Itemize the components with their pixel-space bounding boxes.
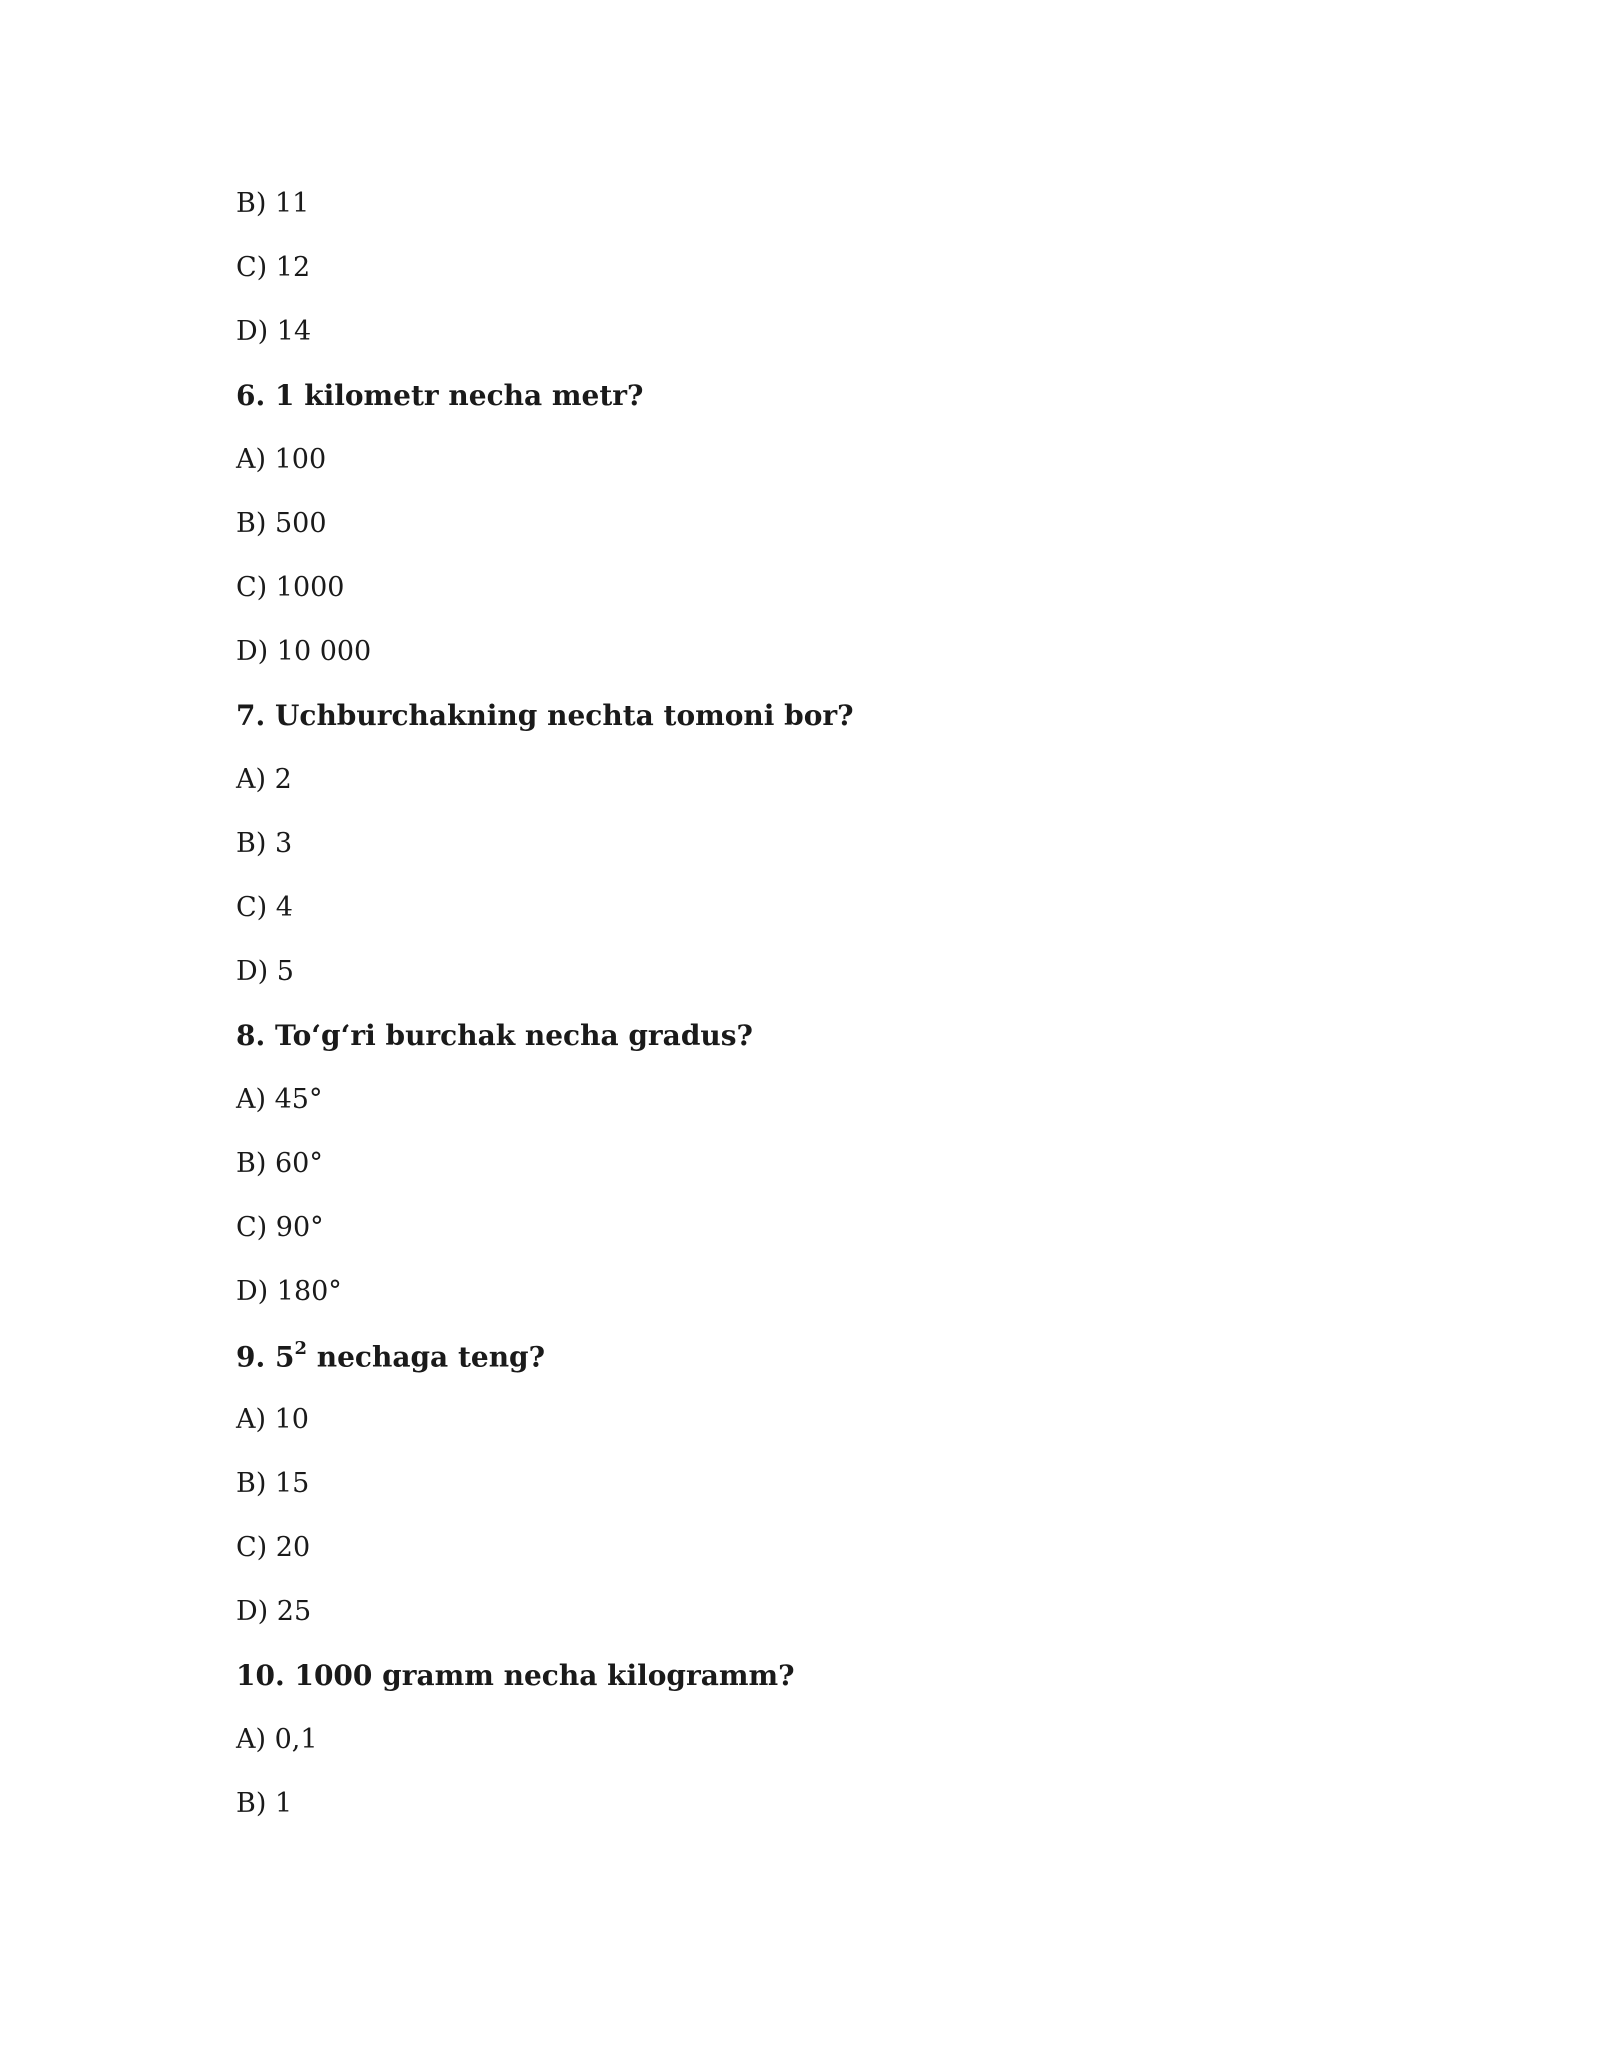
answer-option: C) 4 [236,892,293,923]
answer-option: C) 12 [236,252,311,283]
question-6: 6. 1 kilometr necha metr? [236,379,644,412]
question-7: 7. Uchburchakning nechta tomoni bor? [236,699,854,732]
question-9 [236,1338,546,1374]
answer-option: B) 15 [236,1468,310,1499]
answer-option: D) 25 [236,1596,312,1627]
answer-option: D) 14 [236,316,312,347]
question-10: 10. 1000 gramm necha kilogramm? [236,1659,795,1692]
power-base: 5 [274,1340,295,1374]
answer-option: B) 1 [236,1788,293,1819]
answer-option: D) 5 [236,956,294,987]
answer-option: B) 3 [236,828,293,859]
question-number: 9. [236,1340,266,1374]
answer-option: C) 90° [236,1212,324,1243]
answer-option: A) 0,1 [236,1724,318,1755]
answer-option: A) 100 [236,444,327,475]
answer-option: D) 10 000 [236,636,372,667]
question-8: 8. To‘g‘ri burchak necha gradus? [236,1019,753,1052]
power-exponent: 2 [294,1338,307,1359]
answer-option: A) 45° [236,1084,323,1115]
answer-option: B) 11 [236,188,310,219]
answer-option: A) 10 [236,1404,309,1435]
question-text: nechaga teng? [316,1340,546,1374]
answer-option: B) 500 [236,508,327,539]
answer-option: C) 1000 [236,572,345,603]
answer-option: B) 60° [236,1148,323,1179]
answer-option: C) 20 [236,1532,311,1563]
answer-option: A) 2 [236,764,292,795]
answer-option: D) 180° [236,1276,342,1307]
